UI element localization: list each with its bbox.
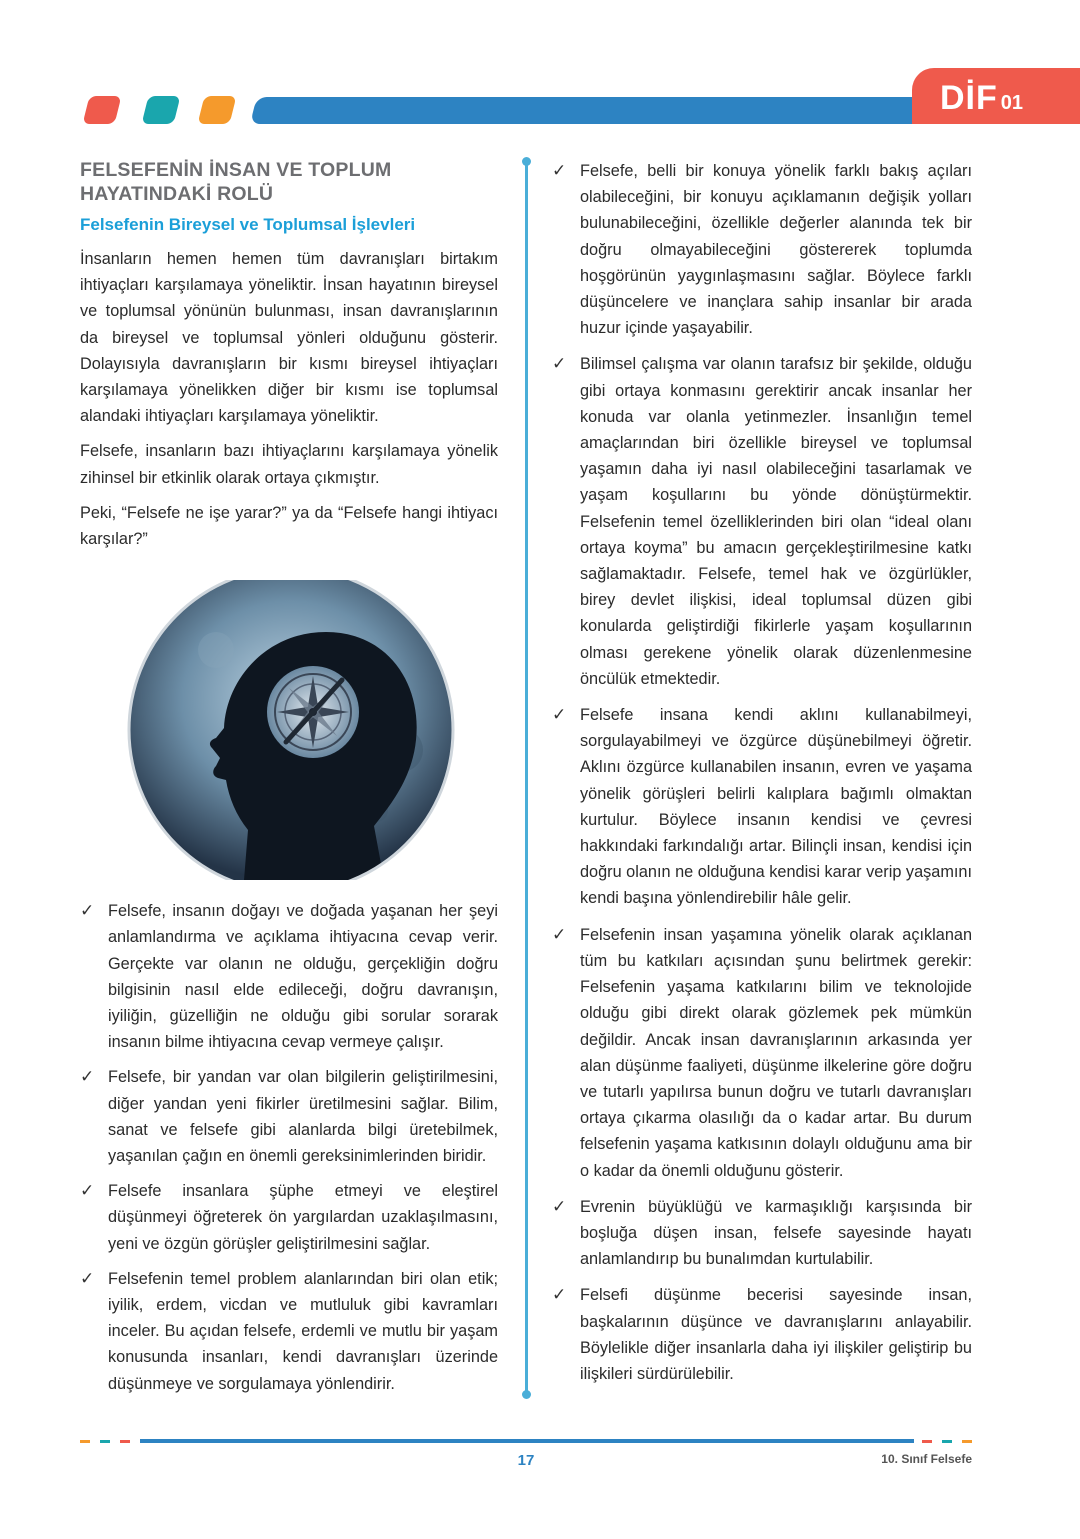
question-paragraph: Peki, “Felsefe ne işe yarar?” ya da “Felsefe hangi ihtiyacı karşılar?” (80, 503, 498, 549)
intro-paragraph: İnsanların hemen hemen tüm davranışları birtakım ihtiyaçları karşılamaya yöneliktir. İnsan hayatının bireysel ve toplumsal yönünün bulunması, insan davranışlarının da bireysel ve toplumsal yönleri olduğunu gösterir. Dolayısıyla davranışların bir kısmı bireysel ihtiyaçları karşılamaya yönelikken diğer bir kısmı ise toplumsal alandaki ihtiyaçları karşılamaya yöneliktir. (80, 250, 498, 426)
section-title: FELSEFENİN İNSAN VE TOPLUM HAYATINDAKİ ROLÜ (80, 159, 392, 205)
divider-bottom-dot (522, 1390, 531, 1399)
left-column (80, 158, 498, 1406)
decor-red-tab (83, 96, 122, 124)
list-item: ✓ Felsefe, insanın doğayı ve doğada yaşanan her şeyi anlamlandırma ve açıklama ihtiyacına cevap verir. Gerçekte var olanın ne olduğu, gerçekliğin doğru bilgisinin nasıl elde edileceği, doğru davranışın, iyiliğin, güzelliğin ne olduğu gibi sorular sorarak insanın bilme ihtiyacına cevap vermeye çalışır. (80, 898, 498, 1055)
list-item: ✓ Felsefe, bir yandan var olan bilgilerin geliştirilmesini, diğer yandan yeni fikirler üretilmesini sağlar. Bilim, sanat ve felsefe gibi alanlarda bilgi üretebilmek, yaşanılan çağın en önemli gereksinimlerinden biridir. (80, 1064, 498, 1169)
check-icon: ✓ (552, 1196, 567, 1216)
check-icon: ✓ (80, 1067, 95, 1087)
check-icon: ✓ (552, 1285, 567, 1305)
list-item: ✓ Felsefe insanlara şüphe etmeyi ve eleştirel düşünmeyi öğreterek ön yargılardan uzaklaşılmasını, yeni ve özgün görüşler geliştirilmesini sağlar. (80, 1178, 498, 1257)
intro-paragraph: Felsefe, insanların bazı ihtiyaçlarını karşılamaya yönelik zihinsel bir etkinlik olarak ortaya çıkmıştır. (80, 442, 498, 487)
column-divider (525, 162, 528, 1394)
divider-top-dot (522, 157, 531, 166)
footer-dash (942, 1440, 952, 1443)
list-item: ✓ Felsefe insana kendi aklını kullanabilmeyi, sorgulayabilmeyi ve özgürce düşünebilmeyi öğretir. Aklını özgürce kullanabilen insanın, evren ve yaşama yönelik görüşleri belirli kalıplara bağımlı olmaktan kurtulur. Böylece insanın kendisi ve çevresi hakkındaki farkındalığı artar. Bilinçli insan, kendisi için doğru olanın ne olduğuna kendisi karar verip yaşamını kendi başına yönlendirebilir hâle gelir. (552, 702, 972, 912)
footer-dash (962, 1440, 972, 1443)
head-compass-illustration (126, 580, 456, 880)
section-subtitle: Felsefenin Bireysel ve Toplumsal İşlevleri (80, 215, 416, 234)
list-item: ✓ Felsefe, belli bir konuya yönelik farklı bakış açıları olabileceğini, bir konuyu açıklamanın değişik yolları bulunabileceğini, özellikle değerler alanında tek bir doğru olmayabileceğini göstererek toplumda hoşgörünün yaygınlaşmasını sağlar. Böylece farklı düşüncelere ve inançlara sahip insanlar bir arada huzur içinde yaşayabilir. (552, 158, 972, 341)
check-icon: ✓ (552, 354, 567, 374)
book-title: 10. Sınıf Felsefe (881, 1452, 972, 1466)
decor-orange-tab (198, 96, 237, 124)
footer-dash (80, 1440, 90, 1443)
check-icon: ✓ (80, 1181, 95, 1201)
footer-dash (100, 1440, 110, 1443)
footer-dash (120, 1440, 130, 1443)
left-bullet-list (80, 898, 498, 1397)
list-item: ✓ Felsefenin insan yaşamına yönelik olarak açıklanan tüm bu katkıları açısından şunu belirtmek gerekir: Felsefenin yaşama katkılarını bilim ve teknolojide olduğu gibi direkt olarak gözlemek pek mümkün değildir. Ancak insan davranışlarının arkasında yer alan düşünme faaliyeti, düşünme ilkelerine göre doğru ve tutarlı yapılırsa bunun doğru ve tutarlı davranışları ortaya çıkarma olasılığı da o kadar artar. Bu durum felsefenin yaşama katkısının dolaylı olduğunu ama bir o kadar da önemli olduğunu gösterir. (552, 922, 972, 1184)
footer-bar (140, 1439, 914, 1443)
list-item: ✓ Felsefenin temel problem alanlarından biri olan etik; iyilik, erdem, vicdan ve mutluluk gibi kavramları inceler. Bu açıdan felsefe, erdemli ve mutlu bir yaşam konusunda insanları, kendi davranışları üzerinde düşünmeye ve sorgulamaya yönlendirir. (80, 1266, 498, 1397)
page-number: 17 (517, 1452, 535, 1469)
decor-teal-tab (142, 96, 181, 124)
list-item: ✓ Bilimsel çalışma var olanın tarafsız bir şekilde, olduğu gibi ortaya konmasını gerektirir ancak insanlar her konuda var olanla yetinmezler. İnsanlığın temel amaçlarından biri özellikle bireysel ve toplumsal yaşamın daha iyi nasıl olabileceğini tasarlamak ve yaşam koşullarını bu yönde dönüştürmektir. Felsefenin temel özelliklerinden biri olan “ideal olanı ortaya koyma” bu amacın gerçekleştirilmesine katkı sağlamaktadır. Felsefe, temel hak ve özgürlükler, birey devlet ilişkisi, ideal toplumsal düzen gibi konularda geliştirdiği fikirlerle yaşam koşullarının olması gerekene yönelik olarak düzenlenmesine öncülük etmektedir. (552, 351, 972, 692)
header-bar (250, 97, 987, 124)
unit-badge-label: DİF 01 (940, 79, 1024, 117)
list-item: ✓ Felsefi düşünme becerisi sayesinde insan, başkalarının düşünce ve davranışlarını anlayabilir. Böylelikle diğer insanlarla daha iyi ilişkiler geliştirip bu ilişkileri sürdürülebilir. (552, 1282, 972, 1387)
right-bullet-list (552, 158, 972, 1387)
check-icon: ✓ (552, 924, 567, 944)
check-icon: ✓ (552, 705, 567, 725)
check-icon: ✓ (552, 161, 567, 180)
list-item: ✓ Evrenin büyüklüğü ve karmaşıklığı karşısında bir boşluğa düşen insan, felsefe sayesinde hayatı anlamlandırıp bu bunalımdan kurtulabilir. (552, 1194, 972, 1273)
unit-badge-number: 01 (1000, 92, 1024, 114)
footer-dash (922, 1440, 932, 1443)
check-icon: ✓ (80, 1268, 95, 1288)
check-icon: ✓ (80, 901, 95, 921)
right-column (552, 158, 972, 1397)
